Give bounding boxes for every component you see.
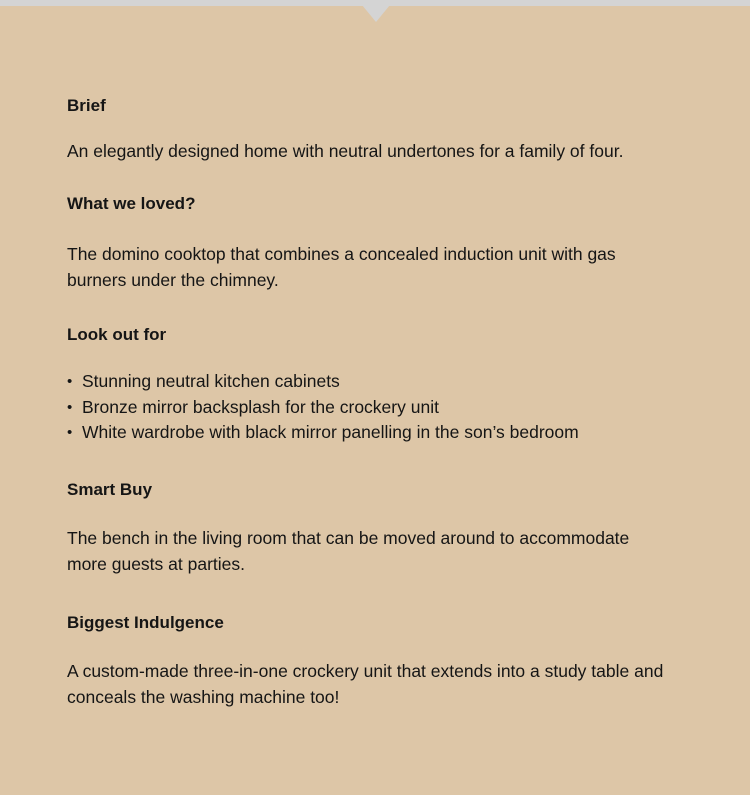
list-item: • Stunning neutral kitchen cabinets [67,369,707,395]
section-text: An elegantly designed home with neutral undertones for a family of four. [67,141,624,161]
section-look-out-for [67,323,707,446]
section-text: The domino cooktop that combines a concealed induction unit with gas burners under the chimney. [67,244,616,290]
section-brief [67,94,707,164]
bullet-icon: • [67,398,73,416]
pointer-notch [362,5,390,22]
details-card [67,94,707,710]
section-heading: Biggest Indulgence [67,612,224,632]
section-biggest-indulgence [67,611,707,710]
bullet-icon: • [67,373,73,390]
section-text: A custom-made three-in-one crockery unit that extends into a study table and conceals the washing machine too! [67,660,664,707]
list-item: • White wardrobe with black mirror panelling in the son’s bedroom [67,420,707,446]
section-heading: Smart Buy [67,479,153,499]
section-smart-buy [67,478,707,577]
section-text: The bench in the living room that can be moved around to accommodate more guests at parties. [67,527,630,574]
section-what-we-loved [67,192,707,293]
section-heading: What we loved? [67,194,196,213]
look-out-list [67,369,707,446]
list-item: • Bronze mirror backsplash for the crockery unit [67,395,707,421]
bullet-icon: • [67,424,73,441]
section-heading: Brief [67,96,106,115]
section-heading: Look out for [67,325,167,344]
